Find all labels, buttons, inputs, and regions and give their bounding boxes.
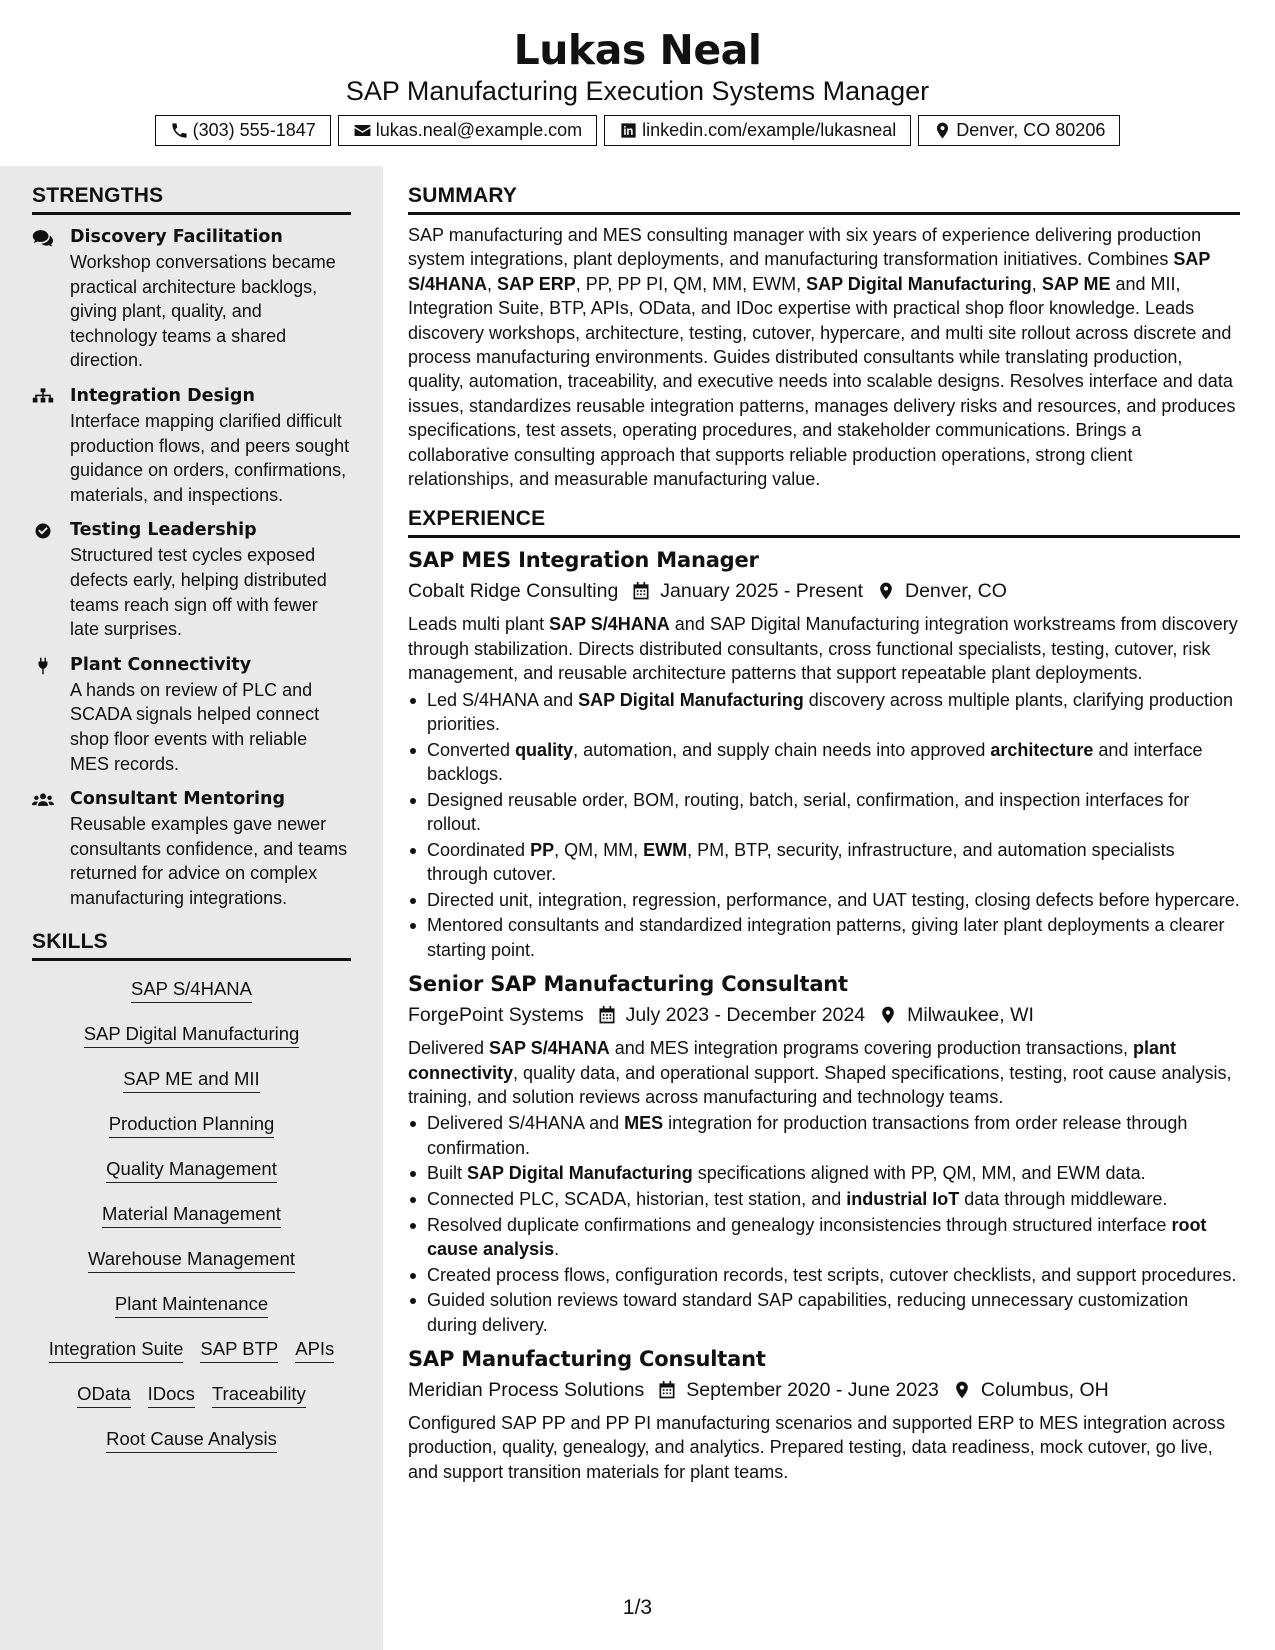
strength-title: Discovery Facilitation — [70, 227, 283, 247]
check-circle-icon — [32, 522, 54, 540]
map-marker-icon — [876, 581, 896, 601]
strength-desc: Interface mapping clarified difficult production flows, and peers sought guidance on orders, confirmations, materials, and inspections. — [70, 410, 350, 505]
job-entry — [408, 969, 1240, 1337]
bullet-item: Resolved duplicate confirmations and genealogy inconsistencies through structured interface root cause analysis. — [408, 1213, 1240, 1262]
resume-header — [0, 0, 1275, 166]
skill-row — [106, 1151, 277, 1196]
plug-icon — [32, 657, 54, 675]
job-entry — [408, 1344, 1240, 1484]
strength-desc: Workshop conversations became practical architecture backlogs, giving plant, quality, and technology teams a shared direction. — [70, 252, 336, 371]
location-text: Denver, CO 80206 — [956, 120, 1106, 140]
skill-tag: OData — [77, 1382, 130, 1408]
bullet-item: Connected PLC, SCADA, historian, test station, and industrial IoT data through middleware. — [408, 1187, 1240, 1211]
skill-row — [102, 1196, 281, 1241]
skill-row — [106, 1421, 277, 1466]
job-bullets — [408, 688, 1240, 962]
job-company: Cobalt Ridge Consulting — [408, 580, 619, 603]
skill-row — [109, 1106, 275, 1151]
skill-tag: Plant Maintenance — [115, 1292, 268, 1318]
summary-text: SAP manufacturing and MES consulting manager with six years of experience delivering production system integrations, plant deployments, and manufacturing transformation initiatives. Combines SAP S/4HANA, SAP ERP, PP, PP PI, QM, MM, EWM, SAP Digital Manufacturing, SAP ME and MII, Integration Suite, BTP, APIs, OData, and IDoc expertise with practical shop floor knowledge. Leads discovery workshops, architecture, testing, cutover, hypercare, and multi site rollout across discrete and process manufacturing environments. Guides distributed consultants while translating production, quality, automation, traceability, and executive needs into scalable designs. Resolves interface and data issues, standardizes reusable integration patterns, manages delivery risks and resources, and produces specifications, test assets, operating procedures, and stakeholder communications. Brings a collaborative consulting approach that supports reliable production operations, strong client relationships, and measurable manufacturing value. — [408, 225, 1236, 490]
linkedin-text: linkedin.com/example/lukasneal — [642, 120, 897, 140]
skills-list — [32, 971, 351, 1466]
skill-tag: IDocs — [148, 1382, 195, 1408]
strength-item — [32, 787, 351, 910]
page-number — [0, 1596, 1275, 1620]
job-location: Columbus, OH — [980, 1378, 1109, 1401]
skill-tag: SAP ME and MII — [123, 1067, 259, 1093]
job-description: Leads multi plant SAP S/4HANA and SAP Digital Manufacturing integration workstreams from discovery through stabilization. Directs distributed consultants, cross functional specialists, testing, cutover, risk management, and reusable architecture patterns that support repeatable plant deployments. — [408, 614, 1238, 684]
job-company: Meridian Process Solutions — [408, 1378, 645, 1401]
map-marker-icon — [933, 121, 952, 140]
skill-row — [49, 1331, 335, 1376]
strength-item — [32, 653, 351, 776]
job-meta — [408, 576, 1240, 606]
bullet-item: Delivered S/4HANA and MES integration for production transactions from order release through confirmation. — [408, 1111, 1240, 1160]
skill-row — [115, 1286, 268, 1331]
main-content — [408, 166, 1240, 1484]
strength-item — [32, 225, 351, 373]
job-location: Milwaukee, WI — [907, 1004, 1034, 1027]
job-role: SAP Manufacturing Consultant — [408, 1346, 766, 1371]
strength-title: Integration Design — [70, 385, 255, 406]
bullet-item: Directed unit, integration, regression, performance, and UAT testing, closing defects before hypercare. — [408, 888, 1240, 912]
users-icon — [32, 791, 54, 809]
bullet-item: Designed reusable order, BOM, routing, batch, serial, confirmation, and inspection interfaces for rollout. — [408, 788, 1240, 837]
bullet-item: Guided solution reviews toward standard SAP capabilities, reducing unnecessary customization during delivery. — [408, 1288, 1240, 1337]
skill-tag: Quality Management — [106, 1157, 277, 1183]
bullet-item: Converted quality, automation, and supply chain needs into approved architecture and interface backlogs. — [408, 738, 1240, 787]
skill-tag: Production Planning — [109, 1112, 275, 1138]
calendar-icon — [657, 1380, 677, 1400]
strength-item — [32, 384, 351, 507]
comments-icon — [32, 229, 54, 247]
skill-tag: Material Management — [102, 1202, 281, 1228]
calendar-icon — [597, 1005, 617, 1025]
strength-desc: Structured test cycles exposed defects early, helping distributed teams reach sign off with fewer late surprises. — [70, 545, 327, 640]
job-entry — [408, 545, 1240, 962]
bullet-item: Built SAP Digital Manufacturing specifications aligned with PP, QM, MM, and EWM data. — [408, 1161, 1240, 1185]
contact-bar — [0, 115, 1275, 146]
strengths-list — [32, 225, 351, 910]
skill-tag: Integration Suite — [49, 1337, 184, 1363]
job-dates: July 2023 - December 2024 — [625, 1004, 866, 1027]
skill-row — [77, 1376, 306, 1421]
skill-row — [123, 1061, 259, 1106]
skill-row — [84, 1016, 300, 1061]
envelope-icon — [353, 121, 372, 140]
strength-title: Plant Connectivity — [70, 654, 252, 675]
experience-heading: EXPERIENCE — [408, 505, 1240, 538]
phone-icon — [170, 121, 189, 140]
skill-tag: SAP BTP — [200, 1337, 278, 1363]
bullet-item: Led S/4HANA and SAP Digital Manufacturing discovery across multiple plants, clarifying production priorities. — [408, 688, 1240, 737]
map-marker-icon — [952, 1380, 972, 1400]
calendar-icon — [631, 581, 651, 601]
bullet-item: Coordinated PP, QM, MM, EWM, PM, BTP, security, infrastructure, and automation specialists through cutover. — [408, 838, 1240, 887]
page-number-text: 1/3 — [622, 1596, 653, 1619]
contact-location — [918, 115, 1120, 146]
skill-tag: Warehouse Management — [88, 1247, 295, 1273]
candidate-name: Lukas Neal — [513, 26, 762, 74]
job-role: SAP MES Integration Manager — [408, 548, 759, 573]
skill-tag: Traceability — [212, 1382, 306, 1408]
summary-heading: SUMMARY — [408, 182, 1240, 215]
skill-tag: APIs — [295, 1337, 334, 1363]
contact-linkedin[interactable] — [604, 115, 911, 146]
strength-desc: A hands on review of PLC and SCADA signals helped connect shop floor events with reliable MES records. — [70, 679, 320, 774]
job-dates: September 2020 - June 2023 — [686, 1378, 939, 1401]
contact-email[interactable] — [338, 115, 597, 146]
phone-text: (303) 555-1847 — [192, 120, 316, 140]
skill-tag: SAP Digital Manufacturing — [84, 1022, 300, 1048]
job-dates: January 2025 - Present — [660, 580, 863, 603]
linkedin-icon — [619, 121, 638, 140]
job-meta — [408, 1000, 1240, 1030]
job-description: Configured SAP PP and PP PI manufacturing scenarios and supported ERP to MES integration across production, quality, genealogy, and analytics. Prepared testing, data readiness, mock cutover, go live, and support transition materials for plant teams. — [408, 1412, 1226, 1482]
email-text: lukas.neal@example.com — [375, 120, 583, 140]
strength-item — [32, 518, 351, 641]
candidate-title: SAP Manufacturing Execution Systems Manager — [345, 76, 930, 106]
strength-title: Testing Leadership — [70, 520, 257, 541]
skill-tag: Root Cause Analysis — [106, 1427, 277, 1453]
job-company: ForgePoint Systems — [408, 1004, 584, 1027]
bullet-item: Mentored consultants and standardized integration patterns, giving later plant deployments a clearer starting point. — [408, 913, 1240, 962]
contact-phone[interactable] — [155, 115, 331, 146]
skill-tag: SAP S/4HANA — [131, 977, 252, 1003]
job-role: Senior SAP Manufacturing Consultant — [408, 972, 848, 997]
skills-heading: SKILLS — [32, 928, 351, 961]
sidebar — [0, 166, 383, 1650]
strength-desc: Reusable examples gave newer consultants confidence, and teams returned for advice on complex manufacturing integrations. — [70, 814, 348, 908]
strengths-heading: STRENGTHS — [32, 182, 351, 215]
job-bullets — [408, 1111, 1240, 1337]
job-meta — [408, 1375, 1240, 1405]
strength-title: Consultant Mentoring — [70, 789, 286, 810]
skill-row — [88, 1241, 295, 1286]
map-marker-icon — [878, 1005, 898, 1025]
skill-row — [131, 971, 252, 1016]
job-description: Delivered SAP S/4HANA and MES integration programs covering production transactions, plant connectivity, quality data, and operational support. Shaped specifications, testing, root cause analysis, training, and solution reviews across manufacturing and technology teams. — [408, 1038, 1232, 1107]
job-location: Denver, CO — [905, 580, 1007, 603]
bullet-item: Created process flows, configuration records, test scripts, cutover checklists, and support procedures. — [408, 1263, 1240, 1287]
sitemap-icon — [32, 388, 54, 406]
